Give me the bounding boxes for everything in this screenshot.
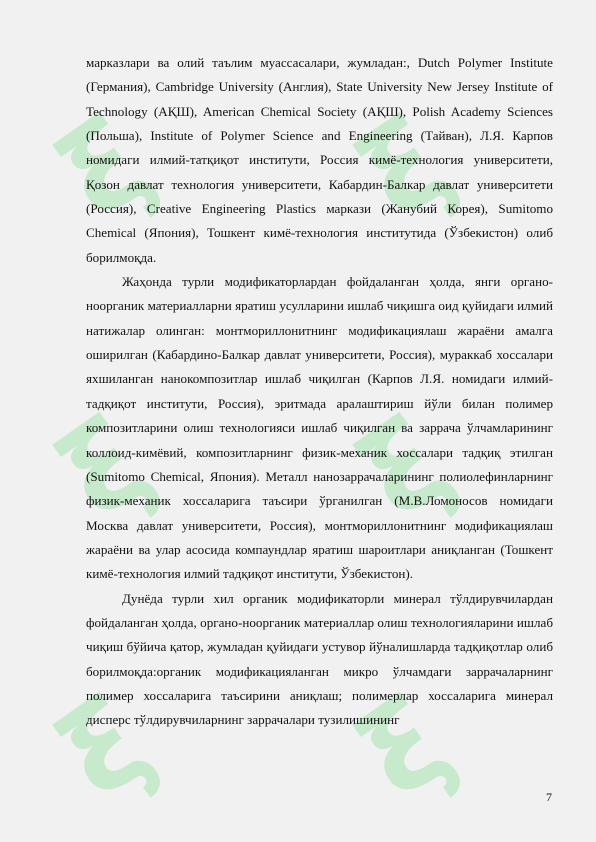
watermark-mark: ξ [336, 672, 475, 827]
watermark-mark: ξ [36, 392, 175, 547]
watermark-mark: ξ [336, 92, 475, 247]
paragraph: марказлари ва олий таълим муассасалари, жумладан:, Dutch Polymer Institute (Германия), Cambridge University (Англия), State University New Jersey Institute of Technology (АҚШ), American Chemical Society (АҚШ), Polish Academy Sciences (Польша), Institute of Polymer Science and Engineering (Тайван), Л.Я. Карпов номидаги илмий-татқиқот институти, Россия кимё-технология университети, Қозон давлат технология университети, Кабардин-Балкар давлат университети (Россия), Creative Engineering Plastics маркази (Жанубий Корея), Sumitomo Chemical (Япония), Тошкент кимё-технология институтида (Ўзбекистон) олиб борилмоқда. [86, 55, 553, 265]
watermark-mark: ξ [36, 672, 175, 827]
paragraph: Жаҳонда турли модификаторлардан фойдаланган ҳолда, янги органо-ноорганик материалларни яратиш усулларини ишлаб чиқишга оид қуйидаги илмий натижалар олинган: монтмориллонитнинг модификациялаш жараёни амалга оширилган (Кабардино-Балкар давлат университети, Россия), мураккаб хоссалари яхшиланган нанокомпозитлар ишлаб чиқилган (Карпов Л.Я. номидаги илмий-тадқиқот институти, Россия), эритмада аралаштириш йўли билан полимер композитларини олиш технологияси ишлаб чиқилган ва заррача ўлчамларининг коллоид-кимёвий, композитларнинг физик-механик хоссалари тадқиқ этилган (Sumitomo Chemical, Япония). Металл нанозаррачаларининг полиолефинларнинг физик-механик хоссаларига таъсири ўрганилган (М.В.Ломоносов номидаги Москва давлат университети, Россия), монтмориллонитнинг модификациялаш жараёни ва улар асосида компаундлар яратиш шароитлари аниқланган (Тошкент кимё-технология илмий тадқиқот институти, Ўзбекистон). [86, 274, 553, 582]
paragraph: Дунёда турли хил органик модификаторли минерал тўлдирувчилардан фойдаланган ҳолда, органо-ноорганик материаллар олиш технологияларини ишлаб чиқиш бўйича қатор, жумладан қуйидаги устувор йўналишларда тадқиқотлар олиб борилмоқда:органик модификацияланган микро ўлчамдаги заррачаларнинг полимер хоссаларига таъсирини аниқлаш; полимерлар хоссаларига минерал дисперс тўлдирувчиларнинг заррачалари тузилишининг [86, 590, 553, 728]
body-text [86, 51, 553, 733]
watermark-mark: ξ [36, 92, 175, 247]
page-number: 7 [546, 790, 552, 804]
watermark-mark: ξ [336, 392, 475, 547]
